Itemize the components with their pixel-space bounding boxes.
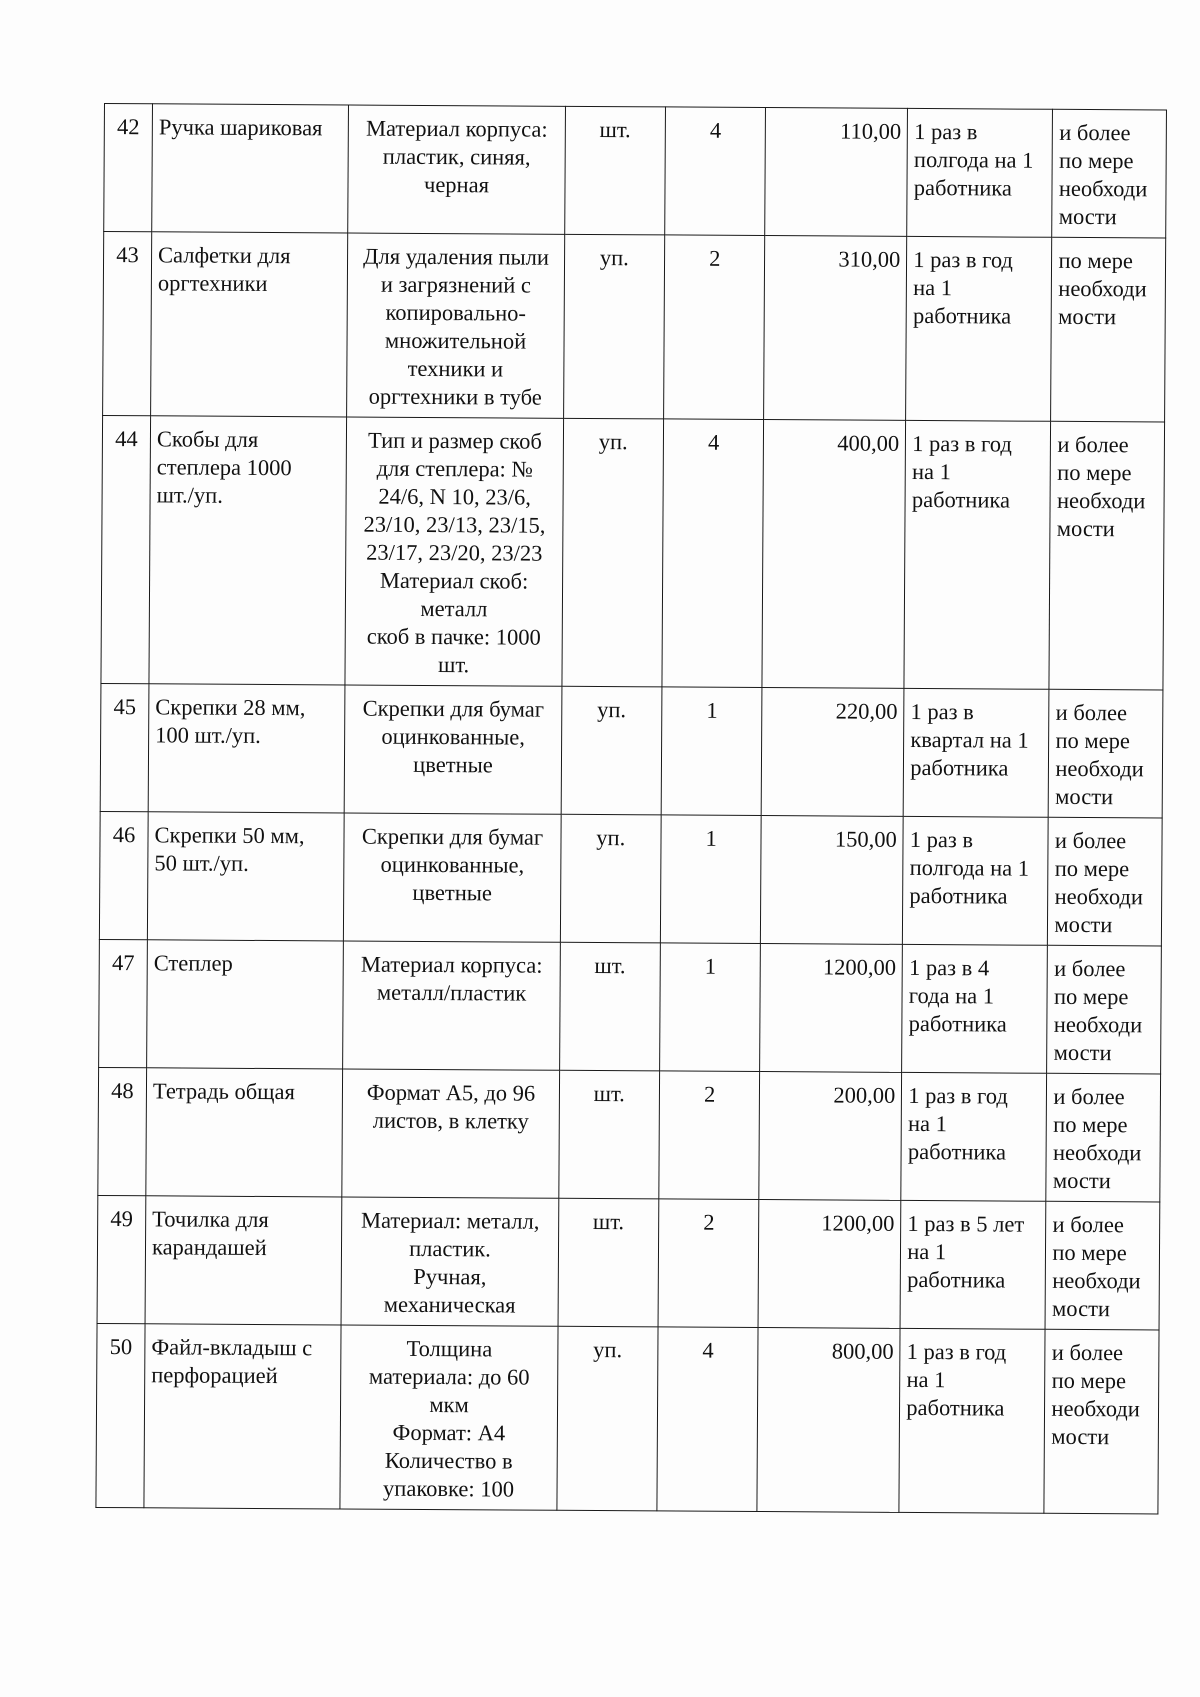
item-note: и более по мере необходи мости [1049,421,1164,690]
item-price: 200,00 [759,1072,902,1201]
item-price: 1200,00 [760,944,903,1073]
item-quantity: 1 [660,943,761,1072]
item-frequency: 1 раз в полгода на 1 работника [903,816,1049,945]
row-number: 45 [100,683,149,811]
item-frequency: 1 раз в 5 лет на 1 работника [900,1200,1046,1329]
item-quantity: 2 [658,1199,759,1328]
item-frequency: 1 раз в год на 1 работника [901,1072,1047,1201]
item-unit: уп. [556,1326,658,1511]
row-number: 46 [99,811,148,939]
item-note: и более по мере необходи мости [1049,689,1163,818]
row-number: 48 [98,1067,147,1195]
row-number: 49 [97,1195,146,1323]
item-note: и более по мере необходи мости [1045,1201,1159,1330]
table-row [103,232,1166,422]
item-quantity: 2 [664,235,766,420]
item-frequency: 1 раз в год на 1 работника [906,236,1052,421]
row-number: 44 [101,415,151,683]
item-name: Точилка для карандашей [145,1196,342,1325]
item-description: Материал корпуса: пластик, синяя, черная [348,105,565,234]
item-description: Скрепки для бумаг оцинкованные, цветные [345,685,562,814]
item-description: Для удаления пыли и загрязнений с копировально- множительной техники и оргтехники в тубе [347,233,564,418]
table-row [104,104,1167,238]
supply-norms-table [95,103,1167,1514]
item-description: Материал: металл, пластик. Ручная, механическая [342,1197,559,1326]
item-name: Тетрадь общая [146,1068,343,1197]
item-frequency: 1 раз в год на 1 работника [904,420,1051,689]
table-row [99,811,1162,945]
item-frequency: 1 раз в 4 года на 1 работника [902,944,1048,1073]
item-unit: уп. [560,814,661,943]
item-name: Степлер [147,940,344,1069]
item-quantity: 4 [657,1327,759,1512]
item-unit: шт. [558,1070,659,1199]
table-row [100,683,1163,817]
item-unit: уп. [561,686,662,815]
item-name: Скрепки 28 мм, 100 шт./уп. [148,684,345,813]
table-row [98,1067,1161,1201]
item-note: и более по мере необходи мости [1044,1329,1159,1514]
item-frequency: 1 раз в полгода на 1 работника [907,108,1053,237]
item-unit: шт. [558,1198,659,1327]
item-name: Скрепки 50 мм, 50 шт./уп. [147,812,344,941]
item-price: 220,00 [762,688,905,817]
item-quantity: 1 [660,815,761,944]
table-row [96,1323,1159,1513]
item-description: Материал корпуса: металл/пластик [343,941,560,1070]
item-price: 110,00 [765,108,908,237]
item-note: и более по мере необходи мости [1046,1073,1160,1202]
item-name: Скобы для степлера 1000 шт./уп. [149,416,347,685]
item-price: 310,00 [764,236,907,421]
item-name: Ручка шариковая [152,104,349,233]
item-note: и более по мере необходи мости [1047,945,1161,1074]
row-number: 50 [96,1323,145,1507]
row-number: 43 [103,232,152,416]
item-note: по мере необходи мости [1051,237,1166,422]
item-quantity: 1 [661,687,762,816]
row-number: 42 [104,104,153,232]
item-description: Толщина материала: до 60 мкм Формат: А4 Количество в упаковке: 100 [340,1325,557,1510]
item-description: Формат А5, до 96 листов, в клетку [342,1069,559,1198]
item-unit: шт. [559,942,660,1071]
item-frequency: 1 раз в год на 1 работника [899,1328,1045,1513]
item-description: Тип и размер скоб для степлера: № 24/6, N 10, 23/6, 23/10, 23/13, 23/15, 23/17, 23/20, 23/23 Материал скоб: металл скоб в пачке: 1000 шт. [345,417,563,686]
item-description: Скрепки для бумаг оцинкованные, цветные [344,813,561,942]
table-row [97,1195,1160,1329]
item-quantity: 4 [665,107,766,236]
item-name: Файл-вкладыш с перфорацией [144,1324,342,1509]
item-quantity: 2 [659,1071,760,1200]
table-row [101,415,1165,689]
item-frequency: 1 раз в квартал на 1 работника [903,688,1049,817]
item-note: и более по мере необходи мости [1048,817,1162,946]
item-quantity: 4 [662,419,764,688]
item-unit: уп. [562,418,664,687]
item-note: и более по мере необходи мости [1052,109,1166,238]
table-row [99,939,1162,1073]
row-number: 47 [99,939,148,1067]
item-price: 1200,00 [758,1200,901,1329]
item-price: 400,00 [762,420,906,689]
item-unit: уп. [563,234,665,419]
item-name: Салфетки для оргтехники [151,232,349,417]
item-price: 800,00 [757,1328,900,1513]
item-price: 150,00 [761,816,904,945]
item-unit: шт. [564,106,665,235]
